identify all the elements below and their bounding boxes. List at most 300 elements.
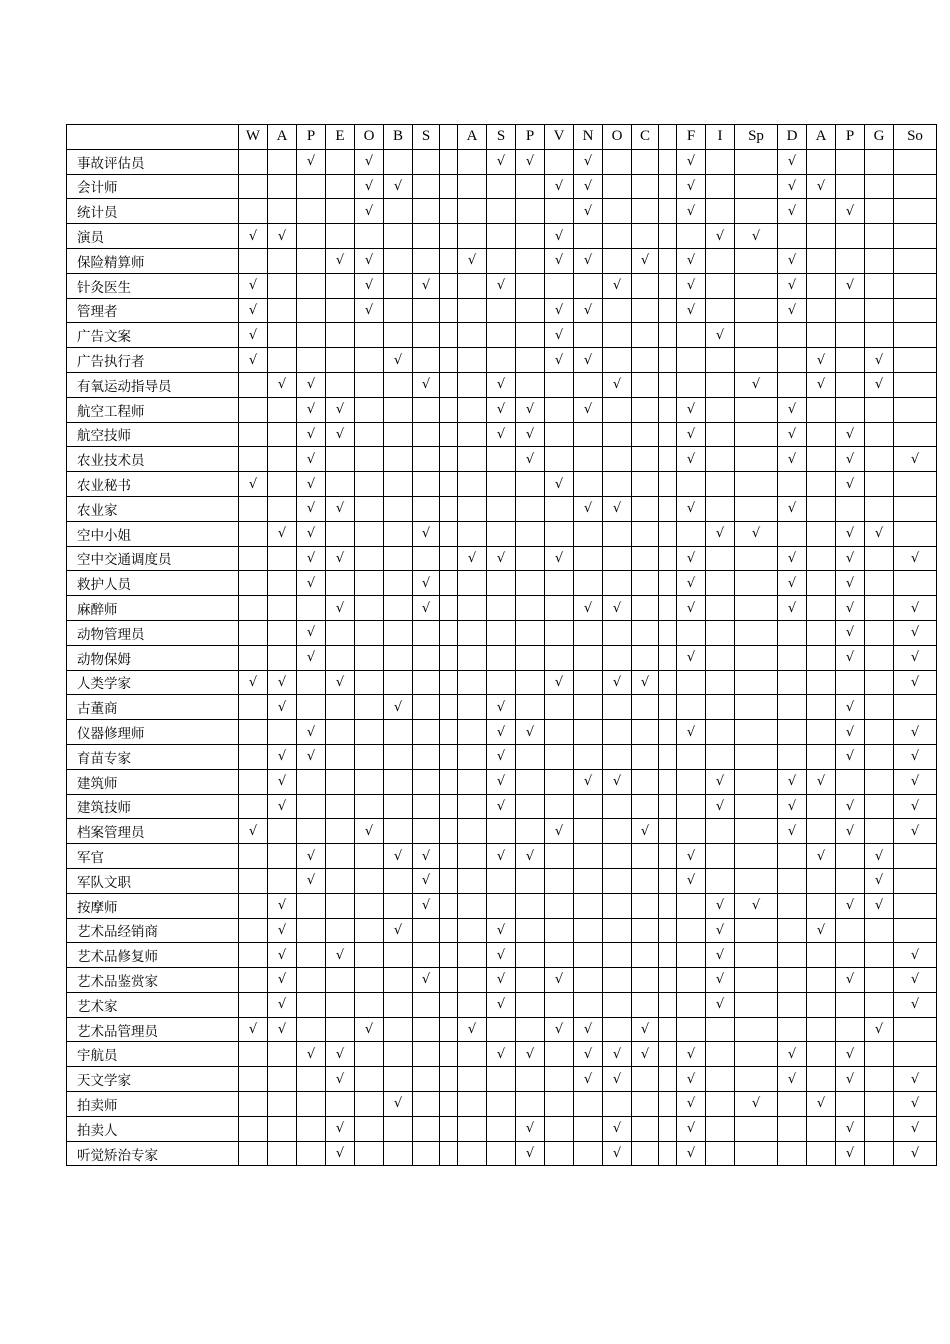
empty-cell <box>778 521 807 546</box>
empty-cell <box>574 571 603 596</box>
empty-cell <box>706 372 735 397</box>
empty-cell <box>487 1141 516 1166</box>
empty-cell <box>659 348 677 373</box>
column-header: I <box>706 125 735 150</box>
empty-cell <box>268 1092 297 1117</box>
check-mark: √ <box>268 695 297 720</box>
check-mark: √ <box>894 447 937 472</box>
empty-cell <box>384 224 413 249</box>
empty-cell <box>355 744 384 769</box>
empty-cell <box>458 472 487 497</box>
empty-cell <box>545 992 574 1017</box>
empty-cell <box>355 769 384 794</box>
empty-cell <box>545 620 574 645</box>
check-mark: √ <box>894 645 937 670</box>
empty-cell <box>735 943 778 968</box>
empty-cell <box>735 620 778 645</box>
check-mark: √ <box>413 968 440 993</box>
empty-cell <box>677 968 706 993</box>
empty-cell <box>574 323 603 348</box>
empty-cell <box>574 372 603 397</box>
check-mark: √ <box>632 670 659 695</box>
empty-cell <box>239 968 268 993</box>
empty-cell <box>268 174 297 199</box>
empty-cell <box>268 1116 297 1141</box>
empty-cell <box>807 1042 836 1067</box>
empty-cell <box>516 323 545 348</box>
empty-cell <box>413 224 440 249</box>
empty-cell <box>413 199 440 224</box>
empty-cell <box>807 645 836 670</box>
empty-cell <box>706 348 735 373</box>
empty-cell <box>458 744 487 769</box>
table-row <box>67 645 937 670</box>
empty-cell <box>326 273 355 298</box>
empty-cell <box>659 893 677 918</box>
check-mark: √ <box>487 794 516 819</box>
empty-cell <box>778 620 807 645</box>
check-mark: √ <box>677 298 706 323</box>
check-mark: √ <box>677 273 706 298</box>
occupation-trait-table <box>66 124 937 1166</box>
check-mark: √ <box>326 670 355 695</box>
empty-cell <box>516 273 545 298</box>
empty-cell <box>603 348 632 373</box>
empty-cell <box>440 943 458 968</box>
empty-cell <box>545 372 574 397</box>
empty-cell <box>735 348 778 373</box>
check-mark: √ <box>413 596 440 621</box>
empty-cell <box>545 1116 574 1141</box>
check-mark: √ <box>778 1067 807 1092</box>
empty-cell <box>807 868 836 893</box>
empty-cell <box>297 323 326 348</box>
empty-cell <box>239 447 268 472</box>
empty-cell <box>268 645 297 670</box>
empty-cell <box>355 670 384 695</box>
empty-cell <box>894 918 937 943</box>
empty-cell <box>458 298 487 323</box>
empty-cell <box>516 794 545 819</box>
empty-cell <box>355 918 384 943</box>
check-mark: √ <box>677 174 706 199</box>
check-mark: √ <box>677 1067 706 1092</box>
occupation-name: 天文学家 <box>67 1067 239 1092</box>
empty-cell <box>659 645 677 670</box>
table-row <box>67 720 937 745</box>
check-mark: √ <box>326 1116 355 1141</box>
check-mark: √ <box>487 720 516 745</box>
empty-cell <box>603 298 632 323</box>
empty-cell <box>706 720 735 745</box>
empty-cell <box>836 844 865 869</box>
empty-cell <box>413 546 440 571</box>
check-mark: √ <box>894 1067 937 1092</box>
empty-cell <box>659 273 677 298</box>
empty-cell <box>487 323 516 348</box>
occupation-name: 救护人员 <box>67 571 239 596</box>
empty-cell <box>574 273 603 298</box>
empty-cell <box>440 149 458 174</box>
empty-cell <box>487 224 516 249</box>
check-mark: √ <box>384 174 413 199</box>
empty-cell <box>894 1017 937 1042</box>
table-row <box>67 546 937 571</box>
empty-cell <box>384 1141 413 1166</box>
empty-cell <box>659 670 677 695</box>
column-header: A <box>268 125 297 150</box>
check-mark: √ <box>355 199 384 224</box>
empty-cell <box>487 819 516 844</box>
check-mark: √ <box>894 769 937 794</box>
empty-cell <box>706 819 735 844</box>
empty-cell <box>778 893 807 918</box>
empty-cell <box>659 472 677 497</box>
check-mark: √ <box>677 1042 706 1067</box>
empty-cell <box>894 323 937 348</box>
column-header <box>440 125 458 150</box>
empty-cell <box>632 596 659 621</box>
check-mark: √ <box>574 397 603 422</box>
occupation-name: 拍卖师 <box>67 1092 239 1117</box>
check-mark: √ <box>268 670 297 695</box>
empty-cell <box>807 521 836 546</box>
empty-cell <box>355 1067 384 1092</box>
empty-cell <box>239 1116 268 1141</box>
table-row <box>67 323 937 348</box>
empty-cell <box>458 844 487 869</box>
empty-cell <box>297 819 326 844</box>
check-mark: √ <box>778 447 807 472</box>
empty-cell <box>574 472 603 497</box>
empty-cell <box>516 1092 545 1117</box>
check-mark: √ <box>632 1017 659 1042</box>
empty-cell <box>268 819 297 844</box>
check-mark: √ <box>735 1092 778 1117</box>
empty-cell <box>706 670 735 695</box>
column-header: B <box>384 125 413 150</box>
empty-cell <box>659 968 677 993</box>
empty-cell <box>807 149 836 174</box>
empty-cell <box>659 174 677 199</box>
table-row <box>67 472 937 497</box>
occupation-name: 宇航员 <box>67 1042 239 1067</box>
empty-cell <box>807 199 836 224</box>
empty-cell <box>268 720 297 745</box>
empty-cell <box>545 769 574 794</box>
empty-cell <box>268 571 297 596</box>
empty-cell <box>632 174 659 199</box>
empty-cell <box>239 571 268 596</box>
check-mark: √ <box>807 844 836 869</box>
empty-cell <box>239 496 268 521</box>
empty-cell <box>894 372 937 397</box>
empty-cell <box>545 149 574 174</box>
empty-cell <box>659 1042 677 1067</box>
empty-cell <box>545 273 574 298</box>
empty-cell <box>384 943 413 968</box>
empty-cell <box>632 273 659 298</box>
empty-cell <box>355 323 384 348</box>
empty-cell <box>603 992 632 1017</box>
check-mark: √ <box>458 248 487 273</box>
check-mark: √ <box>516 1141 545 1166</box>
empty-cell <box>239 149 268 174</box>
check-mark: √ <box>574 1017 603 1042</box>
empty-cell <box>735 744 778 769</box>
empty-cell <box>735 323 778 348</box>
empty-cell <box>413 670 440 695</box>
occupation-name: 军官 <box>67 844 239 869</box>
empty-cell <box>706 695 735 720</box>
check-mark: √ <box>836 447 865 472</box>
empty-cell <box>659 323 677 348</box>
check-mark: √ <box>603 769 632 794</box>
empty-cell <box>659 1092 677 1117</box>
empty-cell <box>268 422 297 447</box>
empty-cell <box>545 1092 574 1117</box>
empty-cell <box>659 769 677 794</box>
check-mark: √ <box>677 248 706 273</box>
check-mark: √ <box>384 695 413 720</box>
check-mark: √ <box>239 819 268 844</box>
empty-cell <box>574 521 603 546</box>
check-mark: √ <box>268 968 297 993</box>
check-mark: √ <box>836 1067 865 1092</box>
empty-cell <box>297 199 326 224</box>
empty-cell <box>516 372 545 397</box>
empty-cell <box>574 620 603 645</box>
empty-cell <box>487 1017 516 1042</box>
occupation-name: 农业家 <box>67 496 239 521</box>
check-mark: √ <box>355 248 384 273</box>
empty-cell <box>413 794 440 819</box>
empty-cell <box>384 546 413 571</box>
empty-cell <box>413 1116 440 1141</box>
occupation-name: 农业技术员 <box>67 447 239 472</box>
empty-cell <box>603 571 632 596</box>
check-mark: √ <box>297 645 326 670</box>
empty-cell <box>440 670 458 695</box>
empty-cell <box>659 372 677 397</box>
empty-cell <box>836 149 865 174</box>
empty-cell <box>865 149 894 174</box>
empty-cell <box>807 447 836 472</box>
empty-cell <box>894 571 937 596</box>
empty-cell <box>778 323 807 348</box>
check-mark: √ <box>894 794 937 819</box>
empty-cell <box>355 546 384 571</box>
empty-cell <box>239 620 268 645</box>
table-row <box>67 1116 937 1141</box>
empty-cell <box>458 174 487 199</box>
empty-cell <box>574 695 603 720</box>
check-mark: √ <box>326 248 355 273</box>
table-row <box>67 224 937 249</box>
empty-cell <box>268 1042 297 1067</box>
column-header: F <box>677 125 706 150</box>
empty-cell <box>268 1141 297 1166</box>
empty-cell <box>574 893 603 918</box>
empty-cell <box>297 1141 326 1166</box>
empty-cell <box>487 248 516 273</box>
empty-cell <box>632 1092 659 1117</box>
empty-cell <box>735 695 778 720</box>
check-mark: √ <box>677 447 706 472</box>
empty-cell <box>487 645 516 670</box>
check-mark: √ <box>836 794 865 819</box>
empty-cell <box>865 224 894 249</box>
empty-cell <box>458 868 487 893</box>
empty-cell <box>458 645 487 670</box>
empty-cell <box>487 1092 516 1117</box>
empty-cell <box>603 868 632 893</box>
check-mark: √ <box>326 546 355 571</box>
table-row <box>67 1092 937 1117</box>
empty-cell <box>326 620 355 645</box>
check-mark: √ <box>545 298 574 323</box>
empty-cell <box>836 348 865 373</box>
empty-cell <box>458 447 487 472</box>
empty-cell <box>632 868 659 893</box>
empty-cell <box>894 199 937 224</box>
empty-cell <box>574 224 603 249</box>
empty-cell <box>603 620 632 645</box>
occupation-name: 针灸医生 <box>67 273 239 298</box>
table-row <box>67 769 937 794</box>
empty-cell <box>807 968 836 993</box>
empty-cell <box>384 769 413 794</box>
empty-cell <box>326 348 355 373</box>
empty-cell <box>326 918 355 943</box>
empty-cell <box>239 521 268 546</box>
empty-cell <box>355 893 384 918</box>
check-mark: √ <box>326 1067 355 1092</box>
check-mark: √ <box>894 1116 937 1141</box>
empty-cell <box>735 819 778 844</box>
check-mark: √ <box>516 149 545 174</box>
empty-cell <box>706 1017 735 1042</box>
empty-cell <box>836 224 865 249</box>
table-row <box>67 149 937 174</box>
check-mark: √ <box>677 199 706 224</box>
table-row <box>67 794 937 819</box>
empty-cell <box>297 1116 326 1141</box>
table-row <box>67 298 937 323</box>
check-mark: √ <box>836 199 865 224</box>
empty-cell <box>297 224 326 249</box>
empty-cell <box>778 992 807 1017</box>
table-row <box>67 868 937 893</box>
empty-cell <box>778 645 807 670</box>
empty-cell <box>297 794 326 819</box>
empty-cell <box>574 670 603 695</box>
empty-cell <box>239 645 268 670</box>
check-mark: √ <box>706 968 735 993</box>
check-mark: √ <box>545 670 574 695</box>
empty-cell <box>677 918 706 943</box>
empty-cell <box>603 149 632 174</box>
check-mark: √ <box>836 546 865 571</box>
check-mark: √ <box>268 372 297 397</box>
empty-cell <box>632 992 659 1017</box>
empty-cell <box>632 422 659 447</box>
empty-cell <box>865 943 894 968</box>
empty-cell <box>487 620 516 645</box>
empty-cell <box>440 372 458 397</box>
check-mark: √ <box>706 794 735 819</box>
empty-cell <box>706 1067 735 1092</box>
empty-cell <box>659 918 677 943</box>
empty-cell <box>384 273 413 298</box>
empty-cell <box>735 670 778 695</box>
empty-cell <box>355 224 384 249</box>
empty-cell <box>735 422 778 447</box>
empty-cell <box>807 720 836 745</box>
empty-cell <box>677 893 706 918</box>
empty-cell <box>413 1017 440 1042</box>
empty-cell <box>355 1042 384 1067</box>
column-header: C <box>632 125 659 150</box>
empty-cell <box>413 819 440 844</box>
empty-cell <box>677 794 706 819</box>
empty-cell <box>487 496 516 521</box>
empty-cell <box>574 918 603 943</box>
check-mark: √ <box>807 174 836 199</box>
empty-cell <box>384 819 413 844</box>
empty-cell <box>632 546 659 571</box>
empty-cell <box>384 744 413 769</box>
check-mark: √ <box>677 596 706 621</box>
empty-cell <box>836 769 865 794</box>
table-row <box>67 819 937 844</box>
empty-cell <box>458 422 487 447</box>
check-mark: √ <box>355 273 384 298</box>
empty-cell <box>458 397 487 422</box>
empty-cell <box>865 968 894 993</box>
check-mark: √ <box>413 893 440 918</box>
occupation-name: 广告执行者 <box>67 348 239 373</box>
empty-cell <box>735 174 778 199</box>
empty-cell <box>487 298 516 323</box>
check-mark: √ <box>632 248 659 273</box>
check-mark: √ <box>603 596 632 621</box>
empty-cell <box>384 149 413 174</box>
check-mark: √ <box>778 422 807 447</box>
empty-cell <box>659 992 677 1017</box>
empty-cell <box>440 224 458 249</box>
occupation-name: 空中交通调度员 <box>67 546 239 571</box>
empty-cell <box>239 372 268 397</box>
check-mark: √ <box>516 422 545 447</box>
empty-cell <box>516 968 545 993</box>
empty-cell <box>677 1017 706 1042</box>
table-row <box>67 372 937 397</box>
check-mark: √ <box>778 819 807 844</box>
check-mark: √ <box>268 769 297 794</box>
empty-cell <box>516 348 545 373</box>
empty-cell <box>735 918 778 943</box>
check-mark: √ <box>778 174 807 199</box>
empty-cell <box>268 620 297 645</box>
empty-cell <box>355 720 384 745</box>
empty-cell <box>268 496 297 521</box>
empty-cell <box>458 224 487 249</box>
empty-cell <box>413 496 440 521</box>
empty-cell <box>659 1067 677 1092</box>
empty-cell <box>677 224 706 249</box>
check-mark: √ <box>836 1141 865 1166</box>
